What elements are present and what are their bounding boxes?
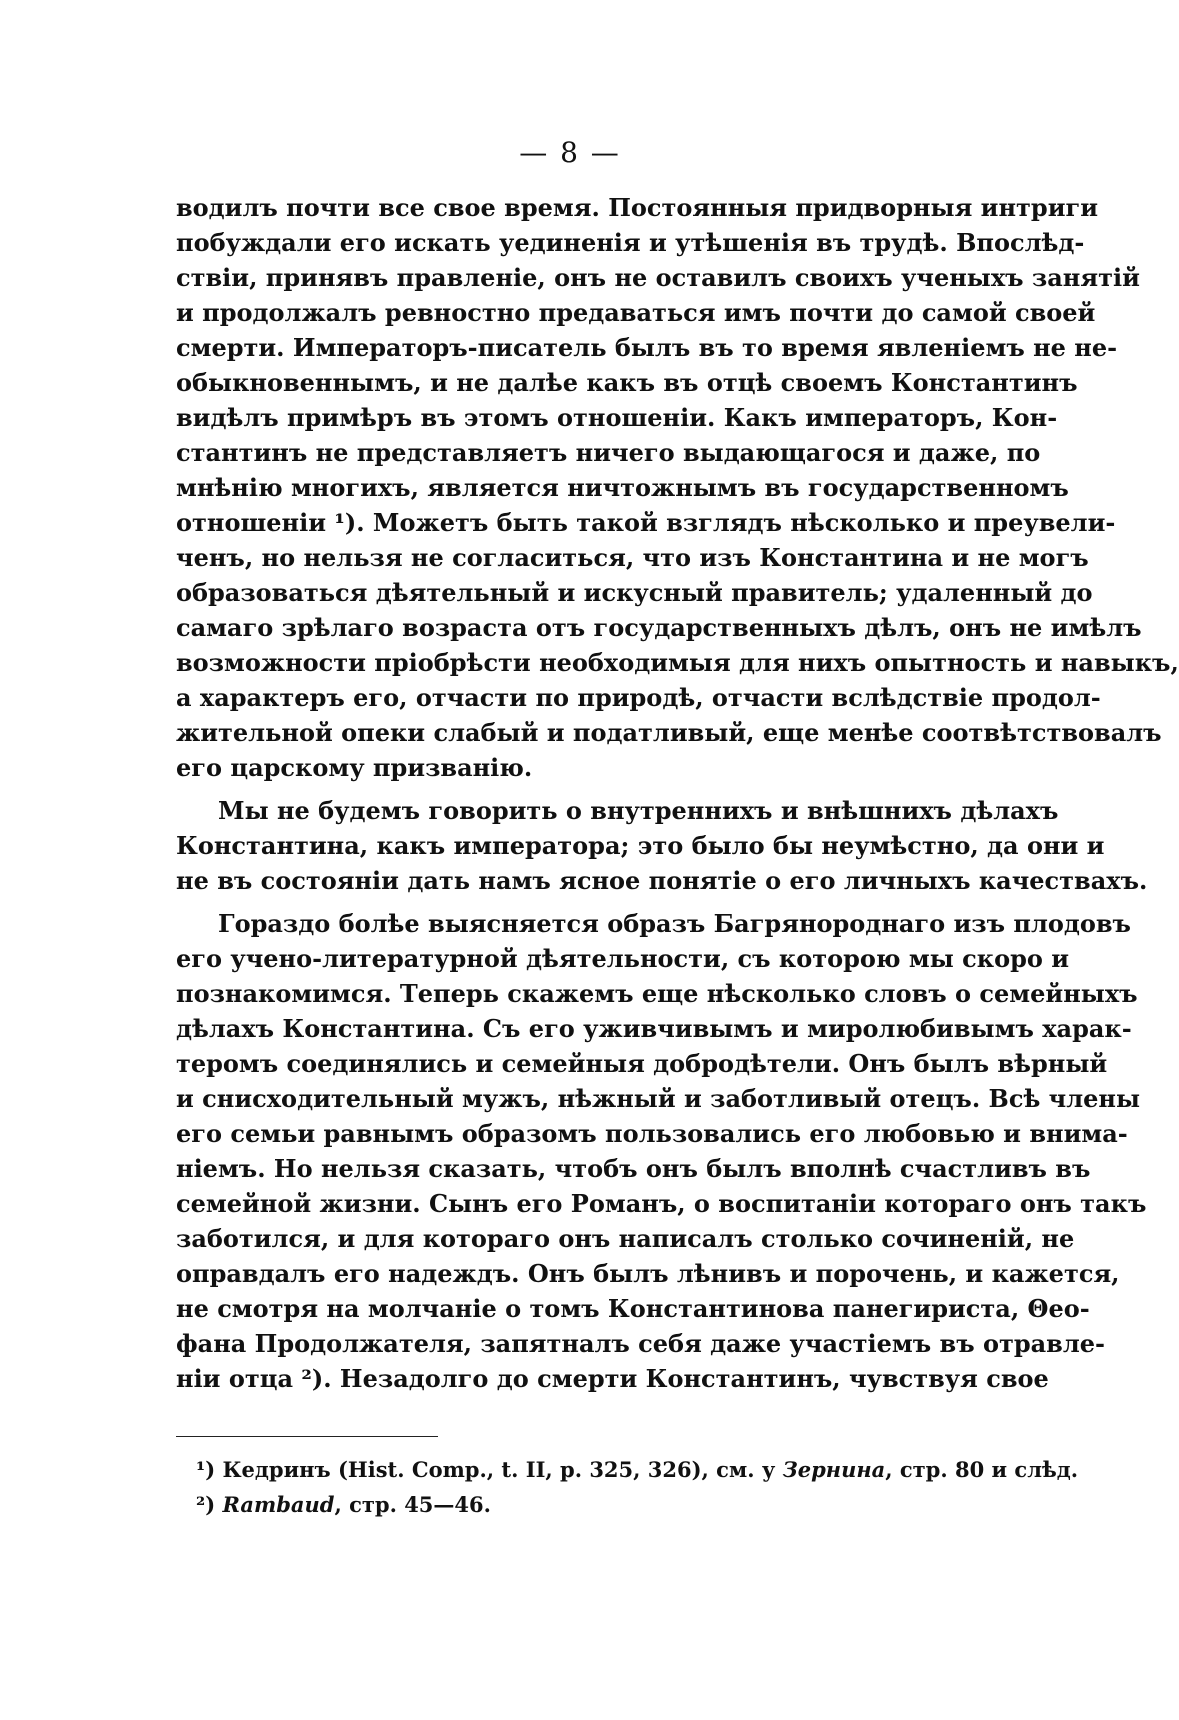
paragraph-3 <box>176 906 1147 1396</box>
text-line: оправдалъ его надеждъ. Онъ былъ лѣнивъ и порочень, и кажется, <box>176 1259 1120 1288</box>
text-line: фана Продолжателя, запятналъ себя даже участіемъ въ отравле- <box>176 1329 1106 1358</box>
text-line: его семьи равнымъ образомъ пользовались его любовью и внима- <box>176 1119 1128 1148</box>
text-line: не въ состояніи дать намъ ясное понятіе о его личныхъ качествахъ. <box>176 866 1148 895</box>
text-line: мнѣнію многихъ, является ничтожнымъ въ государственномъ <box>176 473 1069 502</box>
text-line: Гораздо болѣе выясняется образъ Багрянороднаго изъ плодовъ <box>218 909 1131 938</box>
text-line: познакомимся. Теперь скажемъ еще нѣсколько словъ о семейныхъ <box>176 979 1138 1008</box>
text-line: теромъ соединялись и семейныя добродѣтели. Онъ былъ вѣрный <box>176 1049 1108 1078</box>
footnote-author: Rambaud <box>222 1492 335 1517</box>
text-line: ченъ, но нельзя не согласиться, что изъ Константина и не могъ <box>176 543 1089 572</box>
text-line: не смотря на молчаніе о томъ Константинова панегириста, Θео- <box>176 1294 1090 1323</box>
body-text <box>176 190 1179 1396</box>
text-line: и продолжалъ ревностно предаваться имъ почти до самой своей <box>176 298 1096 327</box>
text-line: ніемъ. Но нельзя сказать, чтобъ онъ былъ вполнѣ счастливъ въ <box>176 1154 1091 1183</box>
text-line: побуждали его искать уединенія и утѣшенія въ трудѣ. Впослѣд- <box>176 228 1085 257</box>
text-line: ствіи, принявъ правленіе, онъ не оставилъ своихъ ученыхъ занятій <box>176 263 1140 292</box>
text-line: а характеръ его, отчасти по природѣ, отчасти вслѣдствіе продол- <box>176 683 1101 712</box>
text-line: возможности пріобрѣсти необходимыя для нихъ опытность и навыкъ, <box>176 648 1179 677</box>
text-line: смерти. Императоръ-писатель былъ въ то время явленіемъ не не- <box>176 333 1118 362</box>
text-line: семейной жизни. Сынъ его Романъ, о воспитаніи котораго онъ такъ <box>176 1189 1147 1218</box>
text-line: отношеніи ¹). Можетъ быть такой взглядъ нѣсколько и преувели- <box>176 508 1116 537</box>
text-line: его учено-литературной дѣятельности, съ которою мы скоро и <box>176 944 1070 973</box>
footnote-text: Кедринъ (Hist. Comp., t. II, p. 325, 326), см. у <box>222 1457 783 1482</box>
text-line: дѣлахъ Константина. Съ его уживчивымъ и миролюбивымъ харак- <box>176 1014 1132 1043</box>
paragraph-1 <box>176 190 1179 785</box>
footnote-pages: , стр. 45—46. <box>334 1492 491 1517</box>
page-number: — 8 — <box>519 136 621 169</box>
text-line: видѣлъ примѣръ въ этомъ отношеніи. Какъ императоръ, Кон- <box>176 403 1058 432</box>
text-line: и снисходительный мужъ, нѣжный и заботливый отецъ. Всѣ члены <box>176 1084 1141 1113</box>
text-line: Мы не будемъ говорить о внутреннихъ и внѣшнихъ дѣлахъ <box>218 796 1059 825</box>
footnote-mark: ¹) <box>196 1457 216 1482</box>
text-line: ніи отца ²). Незадолго до смерти Константинъ, чувствуя свое <box>176 1364 1049 1393</box>
footnote-2 <box>196 1487 966 1522</box>
text-line: жительной опеки слабый и податливый, еще менѣе соотвѣтствовалъ <box>176 718 1162 747</box>
footnote-pages: , стр. 80 и слѣд. <box>885 1457 1079 1482</box>
footnote-mark: ²) <box>196 1492 216 1517</box>
text-line: самаго зрѣлаго возраста отъ государственныхъ дѣлъ, онъ не имѣлъ <box>176 613 1142 642</box>
footnote-1 <box>196 1452 1079 1487</box>
text-line: образоваться дѣятельный и искусный правитель; удаленный до <box>176 578 1093 607</box>
paragraph-2 <box>176 793 1148 898</box>
footnotes <box>196 1452 1079 1522</box>
text-line: заботился, и для котораго онъ написалъ столько сочиненій, не <box>176 1224 1075 1253</box>
footnote-separator <box>176 1436 438 1437</box>
text-line: стантинъ не представляетъ ничего выдающагося и даже, по <box>176 438 1041 467</box>
text-line: Константина, какъ императора; это было бы неумѣстно, да они и <box>176 831 1105 860</box>
text-line: его царскому призванію. <box>176 753 533 782</box>
footnote-author: Зернина <box>782 1457 886 1482</box>
text-line: обыкновеннымъ, и не далѣе какъ въ отцѣ своемъ Константинъ <box>176 368 1078 397</box>
text-line: водилъ почти все свое время. Постоянныя придворныя интриги <box>176 193 1099 222</box>
